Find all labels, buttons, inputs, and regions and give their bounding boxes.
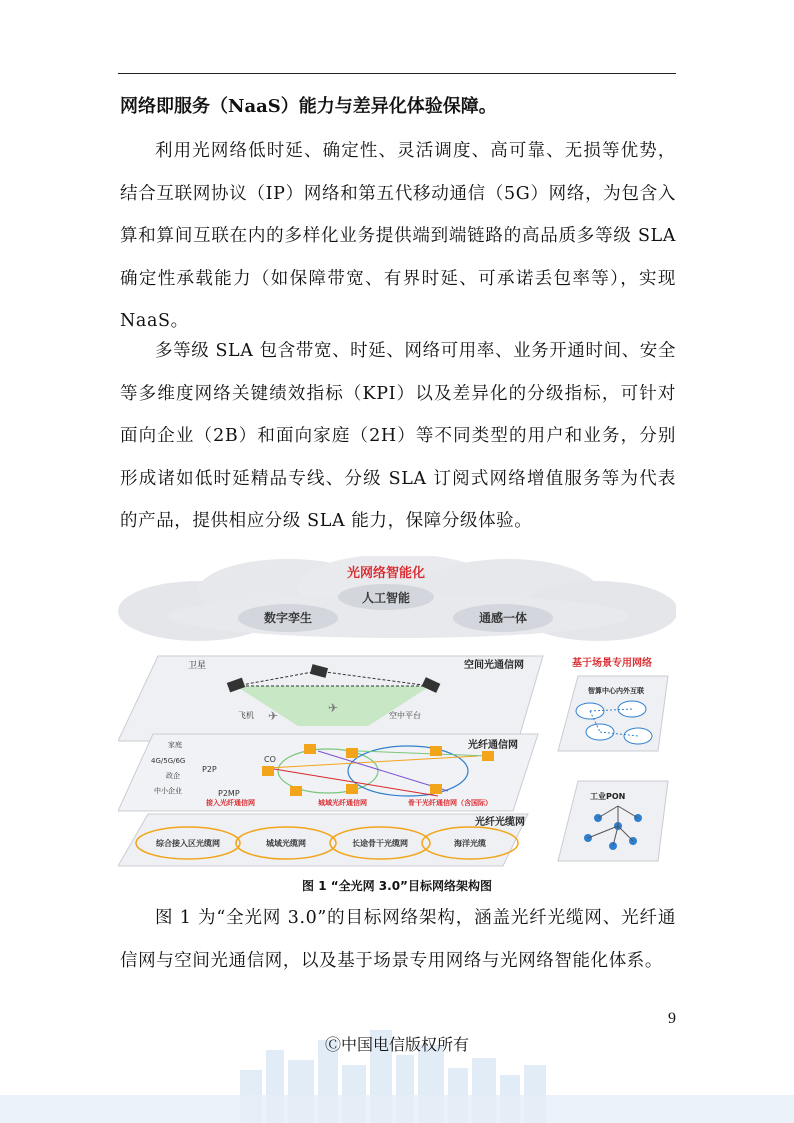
- section-heading: 网络即服务（NaaS）能力与差异化体验保障。: [120, 96, 497, 117]
- copyright-notice: Ⓒ中国电信版权所有: [324, 1035, 470, 1054]
- paragraph-figure-desc: 图 1 为“全光网 3.0”的目标网络架构，涵盖光纤光缆网、光纤通信网与空间光通信网，以及基于场景专用网络与光网络智能化体系。: [120, 908, 676, 971]
- cable-net-ocean: 海洋光缆: [454, 839, 486, 848]
- figure-caption: 图 1 “全光网 3.0”目标网络架构图: [302, 879, 492, 893]
- router-icon: [430, 784, 442, 794]
- cloud-sense: 通感一体: [478, 611, 528, 625]
- scenario-networks: [558, 656, 668, 861]
- user-mobile: 4G/5G/6G: [151, 757, 186, 765]
- paragraph-naas: 利用光网络低时延、确定性、灵活调度、高可靠、无损等优势，结合互联网协议（IP）网络和第五代移动通信（5G）网络，为包含入算和算间互联在内的多样化业务提供端到端链路的高品质多等级 SLA 确定性承载能力（如保障带宽、有界时延、可承诺丢包率等），实现 NaaS。: [120, 141, 676, 331]
- cable-net-metro: 城域光缆网: [266, 839, 306, 848]
- metro-net-label: 城域光纤通信网: [318, 799, 367, 807]
- copyright-icon: Ⓒ: [324, 1035, 341, 1054]
- p2p-label: P2P: [202, 765, 217, 774]
- scenario-title: 基于场景专用网络: [572, 658, 652, 669]
- page-number: 9: [668, 1010, 676, 1027]
- aerial-platform-label: 空中平台: [389, 711, 421, 720]
- cloud-title: 光网络智能化: [346, 566, 426, 581]
- network-architecture-figure: [118, 556, 676, 872]
- router-icon: [482, 751, 494, 761]
- co-label: CO: [264, 755, 276, 764]
- router-icon: [262, 766, 274, 776]
- access-net-label: 接入光纤通信网: [206, 799, 255, 807]
- paragraph-sla: 多等级 SLA 包含带宽、时延、网络可用率、业务开通时间、安全等多维度网络关键绩效指标（KPI）以及差异化的分级指标，可针对面向企业（2B）和面向家庭（2H）等不同类型的用户和业务，分别形成诸如低时延精品专线、分级 SLA 订阅式网络增值服务等为代表的产品，提供相应分级 SLA 能力，保障分级体验。: [120, 341, 676, 531]
- dc-label: 智算中心内外互联: [588, 687, 644, 695]
- router-icon: [346, 784, 358, 794]
- router-icon: [346, 748, 358, 758]
- p2mp-label: P2MP: [218, 789, 240, 798]
- fiber-cable-layer: [118, 814, 528, 866]
- airplane-icon: ✈: [328, 701, 339, 715]
- fiber-layer-title: 光纤通信网: [468, 740, 518, 751]
- router-icon: [304, 744, 316, 754]
- cable-layer-title: 光纤光缆网: [475, 817, 525, 828]
- user-home: 家庭: [168, 741, 182, 749]
- header-rule: [118, 73, 676, 74]
- cable-net-access: 综合接入区光缆网: [156, 839, 220, 848]
- user-gov: 政企: [166, 772, 180, 780]
- user-sme: 中小企业: [154, 787, 182, 795]
- space-layer-title: 空间光通信网: [464, 660, 524, 671]
- space-layer: [118, 656, 543, 741]
- fiber-comm-layer: [118, 734, 538, 811]
- cloud-twin: 数字孪生: [263, 611, 313, 625]
- cable-net-longhaul: 长途骨干光缆网: [352, 839, 408, 848]
- backbone-net-label: 骨干光纤通信网（含国际）: [408, 799, 492, 807]
- industrial-pon-label: 工业PON: [590, 792, 626, 801]
- intelligence-cloud: [118, 556, 676, 641]
- cloud-ai: 人工智能: [361, 591, 411, 605]
- satellite-label: 卫星: [188, 661, 207, 671]
- router-icon: [430, 746, 442, 756]
- airplane-icon: ✈: [268, 709, 279, 723]
- aircraft-label: 飞机: [238, 711, 254, 720]
- router-icon: [290, 786, 302, 796]
